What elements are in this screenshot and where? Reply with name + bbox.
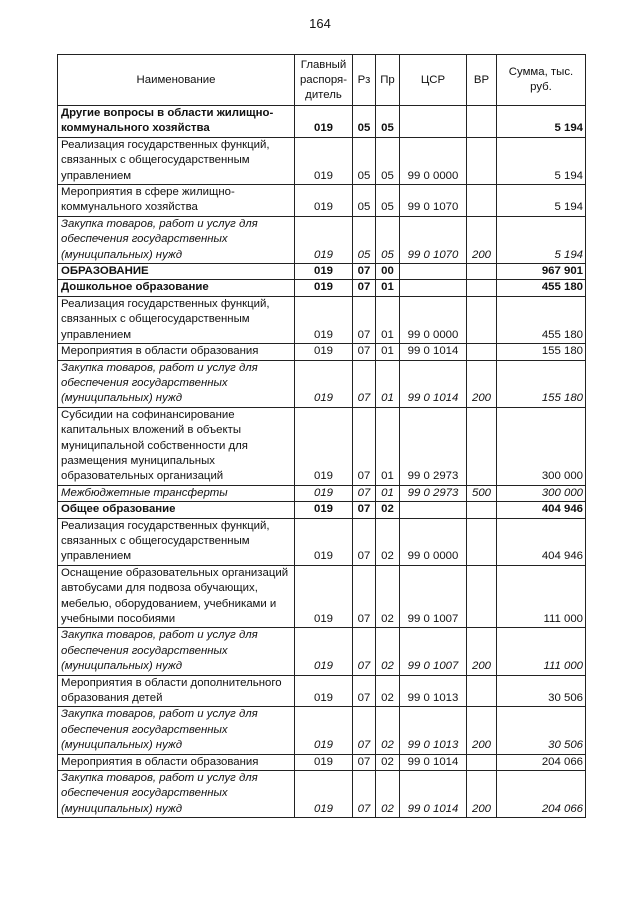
cell-expense-type (467, 344, 497, 360)
cell-expense-type: 200 (467, 771, 497, 818)
cell-expense-type: 200 (467, 360, 497, 407)
cell-expense-type (467, 675, 497, 707)
cell-expense-type: 500 (467, 485, 497, 501)
cell-name: Общее образование (58, 502, 295, 518)
cell-section: 07 (353, 485, 376, 501)
cell-amount: 204 066 (497, 754, 586, 770)
cell-subsection: 01 (376, 485, 400, 501)
header-expense-type: ВР (467, 55, 497, 106)
cell-target-article: 99 0 0000 (400, 137, 467, 184)
header-target-article: ЦСР (400, 55, 467, 106)
table-row (58, 137, 586, 184)
cell-target-article: 99 0 1070 (400, 185, 467, 217)
cell-chief-manager: 019 (295, 518, 353, 565)
cell-name: Межбюджетные трансферты (58, 485, 295, 501)
cell-amount: 111 000 (497, 565, 586, 628)
cell-amount: 30 506 (497, 675, 586, 707)
cell-target-article: 99 0 1007 (400, 565, 467, 628)
cell-section: 07 (353, 296, 376, 343)
cell-target-article: 99 0 1007 (400, 628, 467, 675)
cell-chief-manager: 019 (295, 106, 353, 138)
table-row (58, 360, 586, 407)
cell-subsection: 05 (376, 106, 400, 138)
cell-subsection: 05 (376, 137, 400, 184)
cell-amount: 5 194 (497, 137, 586, 184)
cell-name: Мероприятия в сфере жилищно-коммунального хозяйства (58, 185, 295, 217)
cell-section: 07 (353, 754, 376, 770)
cell-target-article: 99 0 1013 (400, 675, 467, 707)
cell-section: 07 (353, 628, 376, 675)
cell-section: 05 (353, 216, 376, 263)
table-header-row (58, 55, 586, 106)
cell-target-article: 99 0 0000 (400, 518, 467, 565)
cell-target-article: 99 0 2973 (400, 485, 467, 501)
cell-expense-type (467, 185, 497, 217)
cell-target-article: 99 0 2973 (400, 407, 467, 485)
cell-name: Мероприятия в области дополнительного образования детей (58, 675, 295, 707)
cell-chief-manager: 019 (295, 407, 353, 485)
cell-target-article: 99 0 1014 (400, 754, 467, 770)
cell-amount: 967 901 (497, 264, 586, 280)
cell-section: 07 (353, 502, 376, 518)
cell-name: Субсидии на софинансирование капитальных вложений в объекты муниципальной собственности для размещения муниципальных образовательных организаций (58, 407, 295, 485)
cell-section: 07 (353, 675, 376, 707)
cell-subsection: 01 (376, 344, 400, 360)
header-subsection: Пр (376, 55, 400, 106)
cell-expense-type: 200 (467, 628, 497, 675)
cell-name: Закупка товаров, работ и услуг для обеспечения государственных (муниципальных) нужд (58, 771, 295, 818)
cell-amount: 300 000 (497, 407, 586, 485)
cell-subsection: 01 (376, 296, 400, 343)
cell-subsection: 02 (376, 565, 400, 628)
cell-expense-type (467, 407, 497, 485)
cell-expense-type: 200 (467, 707, 497, 754)
cell-chief-manager: 019 (295, 280, 353, 296)
cell-subsection: 01 (376, 407, 400, 485)
cell-subsection: 05 (376, 185, 400, 217)
cell-section: 07 (353, 565, 376, 628)
cell-expense-type (467, 264, 497, 280)
cell-amount: 204 066 (497, 771, 586, 818)
cell-chief-manager: 019 (295, 344, 353, 360)
cell-target-article: 99 0 1013 (400, 707, 467, 754)
cell-section: 07 (353, 264, 376, 280)
cell-name: Дошкольное образование (58, 280, 295, 296)
cell-subsection: 02 (376, 628, 400, 675)
table-row (58, 264, 586, 280)
cell-subsection: 02 (376, 754, 400, 770)
table-row (58, 185, 586, 217)
cell-section: 05 (353, 106, 376, 138)
header-section: Рз (353, 55, 376, 106)
header-chief-manager: Главный распоря-дитель (295, 55, 353, 106)
cell-chief-manager: 019 (295, 675, 353, 707)
cell-chief-manager: 019 (295, 360, 353, 407)
header-amount: Сумма, тыс. руб. (497, 55, 586, 106)
table-row (58, 280, 586, 296)
page-number: 164 (309, 16, 331, 31)
cell-name: Реализация государственных функций, связанных с общегосударственным управлением (58, 518, 295, 565)
table-row (58, 407, 586, 485)
cell-section: 07 (353, 518, 376, 565)
cell-subsection: 01 (376, 360, 400, 407)
table-row (58, 565, 586, 628)
cell-subsection: 02 (376, 502, 400, 518)
header-name: Наименование (58, 55, 295, 106)
cell-subsection: 02 (376, 675, 400, 707)
table-row (58, 106, 586, 138)
cell-expense-type: 200 (467, 216, 497, 263)
table-body (58, 106, 586, 818)
table-row (58, 675, 586, 707)
table-row (58, 344, 586, 360)
cell-chief-manager: 019 (295, 565, 353, 628)
cell-name: Мероприятия в области образования (58, 344, 295, 360)
cell-amount: 5 194 (497, 216, 586, 263)
cell-section: 05 (353, 185, 376, 217)
cell-amount: 5 194 (497, 185, 586, 217)
cell-amount: 155 180 (497, 360, 586, 407)
cell-name: Закупка товаров, работ и услуг для обеспечения государственных (муниципальных) нужд (58, 216, 295, 263)
cell-name: Оснащение образовательных организаций автобусами для подвоза обучающих, мебелью, оборудованием, учебниками и учебными пособиями (58, 565, 295, 628)
cell-amount: 404 946 (497, 502, 586, 518)
cell-section: 07 (353, 344, 376, 360)
table-row (58, 707, 586, 754)
table-row (58, 518, 586, 565)
cell-chief-manager: 019 (295, 754, 353, 770)
cell-amount: 155 180 (497, 344, 586, 360)
cell-expense-type (467, 754, 497, 770)
cell-name: ОБРАЗОВАНИЕ (58, 264, 295, 280)
cell-subsection: 00 (376, 264, 400, 280)
table-row (58, 771, 586, 818)
cell-target-article (400, 502, 467, 518)
cell-expense-type (467, 518, 497, 565)
cell-name: Закупка товаров, работ и услуг для обеспечения государственных (муниципальных) нужд (58, 360, 295, 407)
cell-subsection: 02 (376, 707, 400, 754)
cell-name: Мероприятия в области образования (58, 754, 295, 770)
cell-chief-manager: 019 (295, 771, 353, 818)
table-row (58, 628, 586, 675)
cell-chief-manager: 019 (295, 628, 353, 675)
cell-subsection: 02 (376, 518, 400, 565)
cell-target-article: 99 0 1070 (400, 216, 467, 263)
cell-chief-manager: 019 (295, 216, 353, 263)
cell-name: Закупка товаров, работ и услуг для обеспечения государственных (муниципальных) нужд (58, 707, 295, 754)
cell-chief-manager: 019 (295, 137, 353, 184)
cell-expense-type (467, 280, 497, 296)
cell-target-article (400, 280, 467, 296)
cell-amount: 404 946 (497, 518, 586, 565)
table-row (58, 216, 586, 263)
cell-chief-manager: 019 (295, 485, 353, 501)
cell-target-article: 99 0 1014 (400, 771, 467, 818)
budget-table (57, 54, 586, 818)
cell-target-article (400, 106, 467, 138)
cell-name: Закупка товаров, работ и услуг для обеспечения государственных (муниципальных) нужд (58, 628, 295, 675)
cell-target-article: 99 0 1014 (400, 344, 467, 360)
cell-target-article (400, 264, 467, 280)
cell-expense-type (467, 565, 497, 628)
cell-chief-manager: 019 (295, 707, 353, 754)
cell-amount: 111 000 (497, 628, 586, 675)
cell-chief-manager: 019 (295, 502, 353, 518)
cell-subsection: 02 (376, 771, 400, 818)
cell-expense-type (467, 137, 497, 184)
cell-section: 07 (353, 280, 376, 296)
cell-target-article: 99 0 0000 (400, 296, 467, 343)
cell-chief-manager: 019 (295, 296, 353, 343)
cell-section: 05 (353, 137, 376, 184)
cell-section: 07 (353, 771, 376, 818)
cell-amount: 30 506 (497, 707, 586, 754)
cell-amount: 5 194 (497, 106, 586, 138)
cell-chief-manager: 019 (295, 185, 353, 217)
table-row (58, 296, 586, 343)
cell-name: Другие вопросы в области жилищно-коммунального хозяйства (58, 106, 295, 138)
cell-target-article: 99 0 1014 (400, 360, 467, 407)
cell-name: Реализация государственных функций, связанных с общегосударственным управлением (58, 137, 295, 184)
cell-name: Реализация государственных функций, связанных с общегосударственным управлением (58, 296, 295, 343)
cell-expense-type (467, 106, 497, 138)
cell-amount: 455 180 (497, 296, 586, 343)
table-row (58, 754, 586, 770)
cell-expense-type (467, 502, 497, 518)
table-row (58, 485, 586, 501)
cell-expense-type (467, 296, 497, 343)
cell-amount: 300 000 (497, 485, 586, 501)
cell-subsection: 05 (376, 216, 400, 263)
cell-section: 07 (353, 707, 376, 754)
table-row (58, 502, 586, 518)
cell-section: 07 (353, 407, 376, 485)
cell-section: 07 (353, 360, 376, 407)
cell-subsection: 01 (376, 280, 400, 296)
cell-chief-manager: 019 (295, 264, 353, 280)
cell-amount: 455 180 (497, 280, 586, 296)
